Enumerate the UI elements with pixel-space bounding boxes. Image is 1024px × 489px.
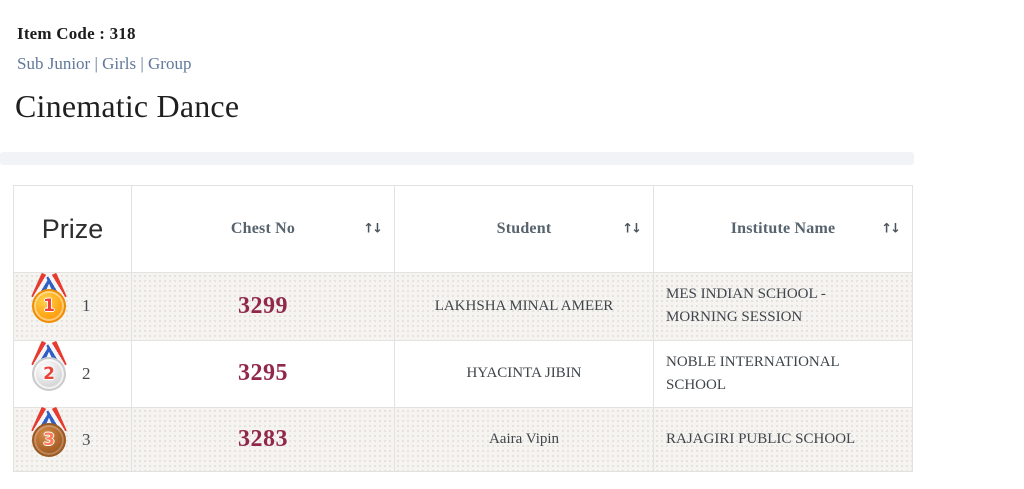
institute-column-label: Institute Name <box>730 220 836 237</box>
prize-cell <box>14 340 132 408</box>
medal-number: 1 <box>43 296 55 317</box>
rank-label: 2 <box>82 363 91 383</box>
section-divider-bar <box>0 152 914 165</box>
prize-cell <box>14 273 132 341</box>
sort-icon[interactable]: ↑↓ <box>622 221 640 237</box>
table-row-third-prize <box>14 408 913 472</box>
medal-number: 2 <box>43 363 55 384</box>
sort-icon[interactable]: ↑↓ <box>363 221 381 237</box>
column-header-institute[interactable] <box>654 186 913 273</box>
medal-disc <box>32 357 66 391</box>
rank-label: 3 <box>82 429 91 449</box>
student-cell: HYACINTA JIBIN <box>395 340 654 408</box>
chest-no-column-label: Chest No <box>230 220 296 237</box>
table-header-row <box>14 186 913 273</box>
prize-cell <box>14 408 132 472</box>
chest-no-cell: 3299 <box>132 273 395 341</box>
student-cell: LAKHSHA MINAL AMEER <box>395 273 654 341</box>
prize-wrap <box>26 287 131 325</box>
column-header-chest-no[interactable] <box>132 186 395 273</box>
page-header <box>0 0 1024 125</box>
chest-no-cell: 3295 <box>132 340 395 408</box>
chest-no-cell: 3283 <box>132 408 395 472</box>
silver-medal-icon <box>26 341 72 393</box>
bronze-medal-icon <box>26 407 72 459</box>
student-column-label: Student <box>496 220 552 237</box>
prize-wrap <box>26 421 131 459</box>
column-header-prize <box>14 186 132 273</box>
sort-icon[interactable]: ↑↓ <box>881 221 899 237</box>
page-title: Cinematic Dance <box>15 88 240 124</box>
prize-column-label: Prize <box>41 213 104 244</box>
category-breadcrumb: Sub Junior | Girls | Group <box>17 54 192 73</box>
table-header <box>14 186 913 273</box>
results-table <box>13 185 913 472</box>
table-row-first-prize <box>14 273 913 341</box>
medal-number: 3 <box>43 429 55 450</box>
item-code: Item Code : 318 <box>17 24 136 43</box>
medal-disc <box>32 423 66 457</box>
table-body <box>14 273 913 472</box>
table-row-second-prize <box>14 340 913 408</box>
student-cell: Aaira Vipin <box>395 408 654 472</box>
gold-medal-icon <box>26 273 72 325</box>
rank-label: 1 <box>82 296 91 316</box>
prize-wrap <box>26 355 131 393</box>
institute-cell: MES INDIAN SCHOOL - MORNING SESSION <box>654 273 913 341</box>
column-header-student[interactable] <box>395 186 654 273</box>
institute-cell: NOBLE INTERNATIONAL SCHOOL <box>654 340 913 408</box>
medal-disc <box>32 289 66 323</box>
institute-cell: RAJAGIRI PUBLIC SCHOOL <box>654 408 913 472</box>
